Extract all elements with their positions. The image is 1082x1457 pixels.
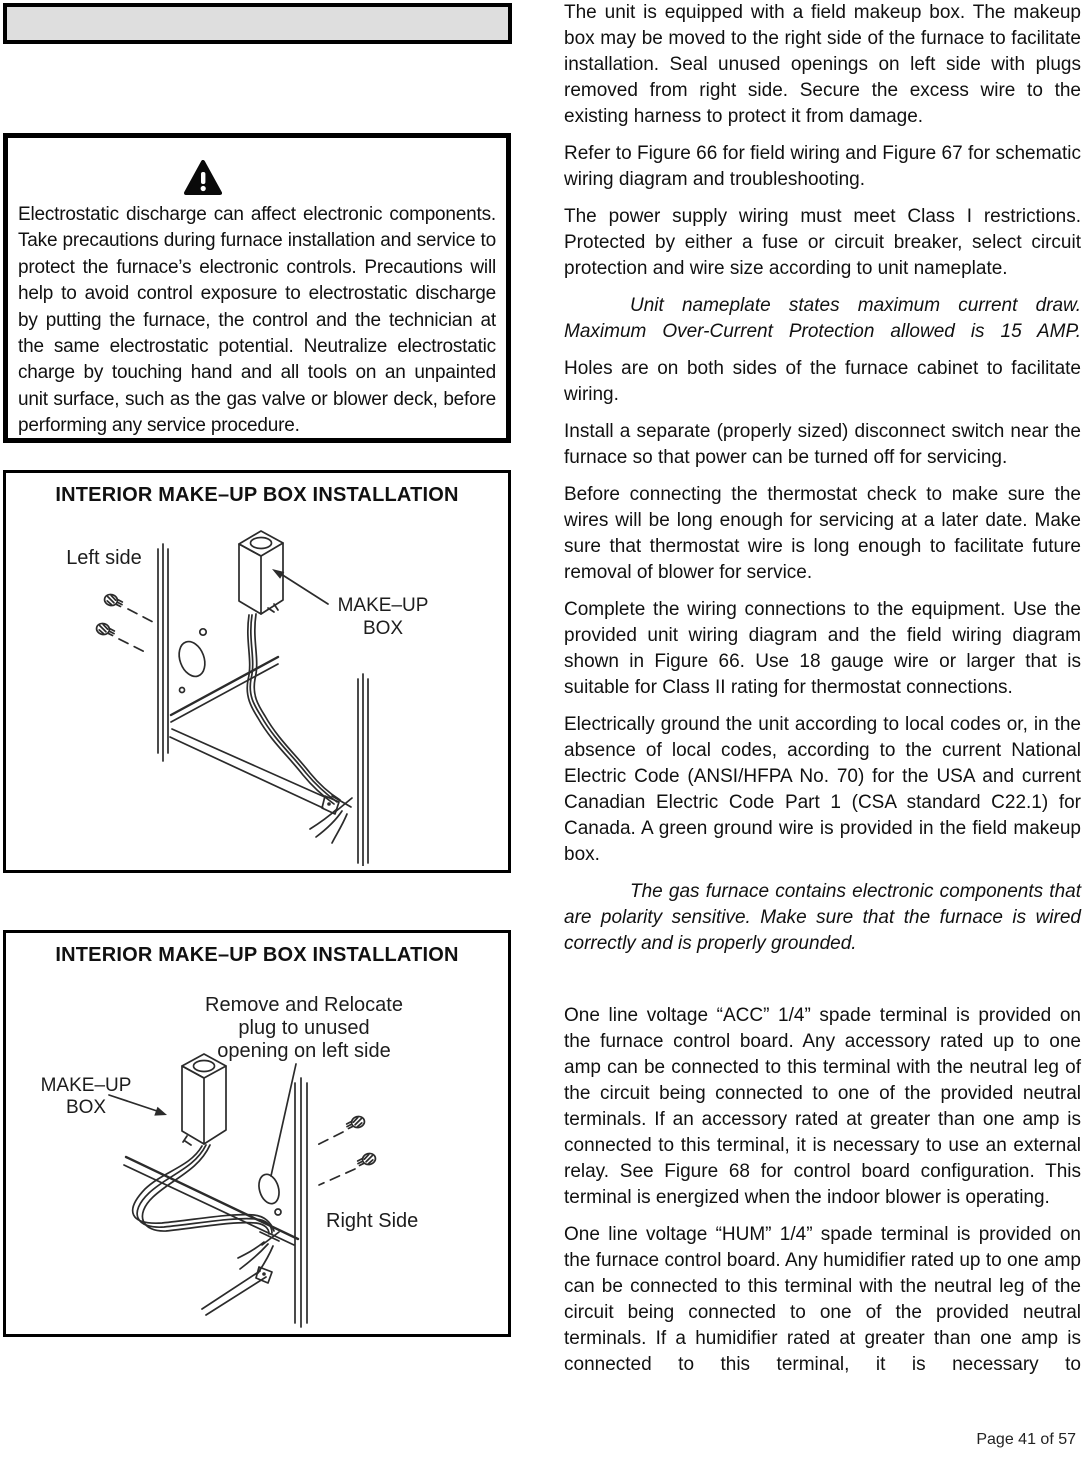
- left-side-label: Left side: [66, 547, 142, 569]
- paragraph: One line voltage “HUM” 1/4” spade terminal is provided on the furnace control board. Any humidifier rated up to one amp can be connected to this terminal with the neutral leg of the circuit being connected to one of the provided neutral terminals. If a humidifier rated at greater than one amp is connected to this terminal, it is necessary to: [564, 1224, 1081, 1375]
- figure2-title: INTERIOR MAKE–UP BOX INSTALLATION: [55, 944, 459, 966]
- page-number: Page 41 of 57: [976, 1431, 1076, 1448]
- figure-interior-makeup-box-left: [3, 470, 511, 873]
- right-panel-lines: [295, 1078, 307, 1327]
- right-side-label: Right Side: [326, 1210, 419, 1232]
- wire-bundle: [133, 1145, 279, 1273]
- makeup-box-label: BOX: [362, 618, 404, 639]
- knockout-hole: [175, 629, 210, 693]
- plug-pointer-line: [271, 1064, 296, 1176]
- paragraph-italic: The gas furnace contains electronic components that are polarity sensitive. Make sure that the furnace is wired correctly and is properly grounded.: [564, 881, 1081, 954]
- paragraph: Refer to Figure 66 for field wiring and Figure 67 for schematic wiring diagram and troubleshooting.: [564, 143, 1081, 190]
- warning-text: Electrostatic discharge can affect electronic components. Take precautions during furnace installation and service to protect the furnace’s electronic controls. Precautions will help to avoid control exposure to electrostatic discharge by putting the furnace, the control and the technician at the same electrostatic potential. Neutralize electrostatic charge by touching hand and all tools on an unpainted unit surface, such as the gas valve or blower deck, before performing any service procedure.: [18, 204, 496, 437]
- screw-leader: [128, 609, 153, 622]
- screw-icon: [345, 1115, 365, 1130]
- relocate-note: Remove and Relocate: [205, 994, 403, 1016]
- warning-triangle-icon: [184, 160, 222, 196]
- makeup-box-drawing: [182, 1054, 226, 1145]
- paragraph: The unit is equipped with a field makeup box. The makeup box may be moved to the right side of the furnace to facilitate installation. Seal unused openings on left side with plugs removed from right side. Secure the excess wire to the existing harness to protect it from damage.: [564, 2, 1081, 127]
- warning-box: [3, 133, 511, 443]
- paragraph: Install a separate (properly sized) disconnect switch near the furnace so that power can be turned off for servicing.: [564, 421, 1081, 468]
- screw-leader: [119, 639, 149, 654]
- figure2-drawing: [6, 971, 506, 1329]
- paragraph: One line voltage “ACC” 1/4” spade terminal is provided on the furnace control board. Any accessory rated up to one amp can be connected to this terminal with the neutral leg of the circuit being connected to one of the provided neutral terminals. If an accessory rated at greater than one amp is connected to this terminal, it is necessary to use an external relay. See Figure 68 for control board configuration. This terminal is energized when the indoor blower is operating.: [564, 1005, 1081, 1208]
- figure-interior-makeup-box-right: [3, 930, 511, 1337]
- figure1-drawing: [6, 511, 506, 866]
- paragraph: Complete the wiring connections to the equipment. Use the provided unit wiring diagram and the field wiring diagram shown in Figure 66. Use 18 gauge wire or larger that is suitable for Class II rating for thermostat connections.: [564, 599, 1081, 698]
- screw-icon: [356, 1152, 376, 1167]
- relocate-note: plug to unused: [238, 1017, 370, 1039]
- makeup-box-label: MAKE–UP: [40, 1075, 132, 1096]
- paragraph: The power supply wiring must meet Class I restrictions. Protected by either a fuse or circuit breaker, select circuit protection and wire size according to unit nameplate.: [564, 206, 1081, 279]
- paragraph: Before connecting the thermostat check to make sure the wires will be long enough for servicing at a later date. Make sure that thermostat wire is long enough to facilitate future removal of blower for service.: [564, 484, 1081, 583]
- label-arrow: [281, 574, 328, 604]
- makeup-box-label: MAKE–UP: [337, 595, 429, 616]
- relocate-note: opening on left side: [217, 1040, 391, 1062]
- screw-leader: [319, 1169, 355, 1185]
- paragraph: Holes are on both sides of the furnace cabinet to facilitate wiring.: [564, 358, 1081, 405]
- label-arrow: [109, 1095, 157, 1111]
- left-panel-lines: [158, 544, 168, 761]
- screw-leader: [317, 1132, 343, 1145]
- right-panel-lines: [358, 674, 368, 866]
- body-text-column: [564, 0, 1081, 1389]
- paragraph: Electrically ground the unit according to local codes or, in the absence of local codes, according to the current National Electric Code (ANSI/HFPA No. 70) for the USA and current Canadian Electric Code Part 1 (CSA standard C22.1) for Canada. A green ground wire is provided in the field makeup box.: [564, 714, 1081, 865]
- header-placeholder-box: [3, 3, 512, 44]
- arrowhead-icon: [154, 1107, 167, 1116]
- paragraph-italic: Unit nameplate states maximum current draw. Maximum Over-Current Protection allowed is 15 AMP.: [564, 295, 1081, 342]
- figure1-title: INTERIOR MAKE–UP BOX INSTALLATION: [55, 484, 459, 506]
- support-channel: [124, 1157, 298, 1315]
- makeup-box-label: BOX: [65, 1097, 107, 1118]
- knockout-plug: [256, 1172, 283, 1215]
- screw-icon: [95, 622, 115, 637]
- screw-icon: [103, 593, 123, 608]
